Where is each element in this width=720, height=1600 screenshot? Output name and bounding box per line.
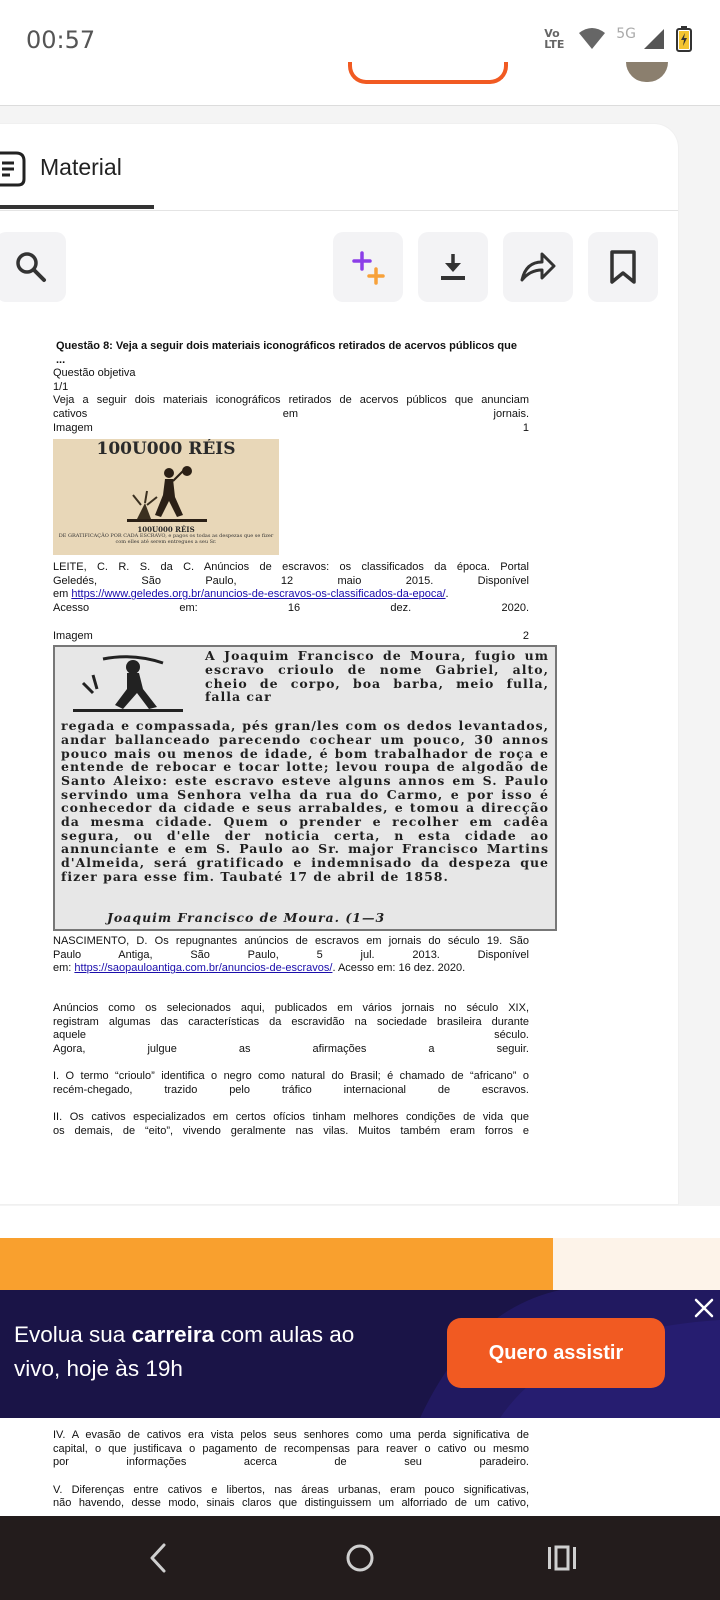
statement-ii: os demais, de “eito”, vivendo geralmente nas vilas. Muitos também eram forros e [53,1125,529,1138]
source-line: Acesso em: 16 dez. 2020. [53,601,529,614]
banner-text-bold: carreira [131,1322,215,1347]
statement-iv: capital, o que justificava o pagamento de recompensas para reaver o cativo ou mesmo [53,1442,529,1455]
image2-text-body: regada e compassada, pés gran/les com os dedos levantados, andar ballanceado parecendo cochear um pouco, 30 annos pouco mais ou menos de idade, é bom trabalhador de roça e entende de rebocar e tocar lotte; levou roupa de algodão de Santo Aleixo: este escravo esteve alguns annos em S. Paulo servindo uma Senhora velha da rua do Carmo, e por isso é conhecedor da cidade e seus arrabaldes, e tomou a direcção da mesma cidade. Quem o prender e recolher em cadêa segura, ou d'elle der noticia certa, n esta cidade ao annunciante e em S. Paulo ao Sr. major Francisco Martins d'Almeida, será gratificado e indemnisado da despeza que fizer para esse fim. Taubaté 17 de abril de 1858. [61,718,549,884]
document-icon [0,149,28,187]
image-label-text: Imagem [53,421,93,434]
banner-text [14,1318,354,1386]
system-nav-bar [0,1516,720,1600]
image1-subheadline: 100U000 RÉIS [137,525,195,535]
newspaper-image-1 [53,439,279,555]
image1-caption: DE GRATIFICAÇÃO POR CADA ESCRAVO, e pagos os todas as despezas que se fizer com elles até serem entregues a seu Sr. [58,533,274,546]
progress-bar [0,1238,553,1292]
share-button[interactable] [503,232,573,302]
paragraph-line: aquele século. [53,1029,529,1042]
download-button[interactable] [418,232,488,302]
statement-ii: II. Os cativos especializados em certos ofícios tinham melhores condições de vida que [53,1111,529,1124]
runaway-figure-icon [63,653,193,713]
progress-bar-track [553,1238,720,1292]
bookmark-icon [608,249,638,285]
tab-active-indicator [0,205,154,209]
intro-line: Veja a seguir dois materiais iconográficos retirados de acervos públicos que anunciam [53,394,529,407]
tab-divider [0,210,678,211]
watch-button[interactable]: Quero assistir [447,1318,665,1388]
back-icon[interactable] [146,1542,170,1574]
search-icon [14,250,48,284]
source-line: LEITE, C. R. S. da C. Anúncios de escravos: os classificados da época. Portal [53,561,529,574]
banner-text-part1: Evolua sua [14,1322,132,1347]
image-label [53,630,529,644]
statement-iv: por informações acerca de seu paradeiro. [53,1456,529,1469]
statement-i: I. O termo “crioulo” identifica o negro como natural do Brasil; é chamado de “africano” o [53,1070,529,1083]
wifi-icon [578,27,606,51]
image2-text-top: A Joaquim Francisco de Moura, fugio um escravo crioulo de nome Gabriel, alto, cheio de corpo, boa barba, meio fulla, falla car [205,648,549,705]
header-action-button-edge[interactable] [348,62,508,84]
question-title: Questão 8: Veja a seguir dois materiais iconográficos retirados de acervos públicos que ... [56,340,517,366]
banner-text-line2: vivo, hoje às 19h [14,1356,183,1381]
intro-line: cativos em jornais. [53,407,529,420]
newspaper-image-2 [53,645,557,931]
source-link-line: em https://www.geledes.org.br/anuncios-de-escravos-os-classificados-da-epoca/. [53,588,449,601]
question-count: 1/1 [53,380,69,393]
battery-icon [676,26,692,52]
banner-text-part2: com aulas ao [214,1322,355,1347]
paragraph-line: Agora, julgue as afirmações a seguir. [53,1042,529,1055]
question-type: Questão objetiva [53,367,136,380]
bookmark-button[interactable] [588,232,658,302]
source-line: NASCIMENTO, D. Os repugnantes anúncios de escravos em jornais do século 19. São [53,935,529,948]
volte-icon: Vo LTE [544,27,565,51]
statement-iv: IV. A evasão de cativos era vista pelos seus senhores como uma perda significativa de [53,1429,529,1441]
network-type: 5G [616,26,636,42]
source-em: em: [53,962,72,975]
signal-icon [642,27,666,51]
statement-v: V. Diferenças entre cativos e libertos, nas áreas urbanas, eram pouco significativas, [53,1483,529,1496]
source-line: Paulo Antiga, São Paulo, 5 jul. 2013. Disponível [53,948,529,961]
tab-material-label: Material [40,154,122,180]
search-button[interactable] [0,232,66,302]
status-time: 00:57 [26,26,96,54]
paragraph-line: Anúncios como os selecionados aqui, publicados em vários jornais no século XIX, [53,1001,529,1014]
statement-v: não havendo, desse modo, sinais claros que distinguissem um alforriado de um cativo, [53,1497,529,1510]
image2-signature: Joaquim Francisco de Moura. (1—3 [107,910,386,926]
image1-headline: 100U000 RÉIS [96,439,236,460]
recents-icon[interactable] [546,1544,578,1572]
source-tail: . Acesso em: 16 dez. 2020. [332,962,466,975]
source-em: em [53,588,69,601]
runaway-figure-icon [127,465,207,523]
source-line: Geledés, São Paulo, 12 maio 2015. Disponível [53,574,529,587]
source-link-line [53,962,529,976]
paragraph-line: registram algumas das características da escravidão na sociedade brasileira durante [53,1015,529,1028]
image-label [53,422,529,436]
source-link[interactable]: https://saopauloantiga.com.br/anuncios-de-escravos/ [74,962,333,975]
document-content [53,340,549,1139]
document-content-continued [53,1429,529,1511]
share-icon [518,250,558,284]
source-link[interactable]: https://www.geledes.org.br/anuncios-de-escravos-os-classificados-da-epoca/ [71,588,446,601]
image-number: 1 [522,421,529,434]
download-icon [436,250,470,284]
home-icon[interactable] [344,1542,376,1574]
image-label-text: Imagem [53,629,93,642]
status-icons [544,26,692,52]
image-number: 2 [522,629,529,642]
sparkle-plus-icon [348,247,388,287]
statement-i: recém-chegado, trazido pelo tráfico internacional de escravos. [53,1083,529,1096]
close-icon[interactable] [692,1296,716,1320]
ai-assistant-button[interactable] [333,232,403,302]
